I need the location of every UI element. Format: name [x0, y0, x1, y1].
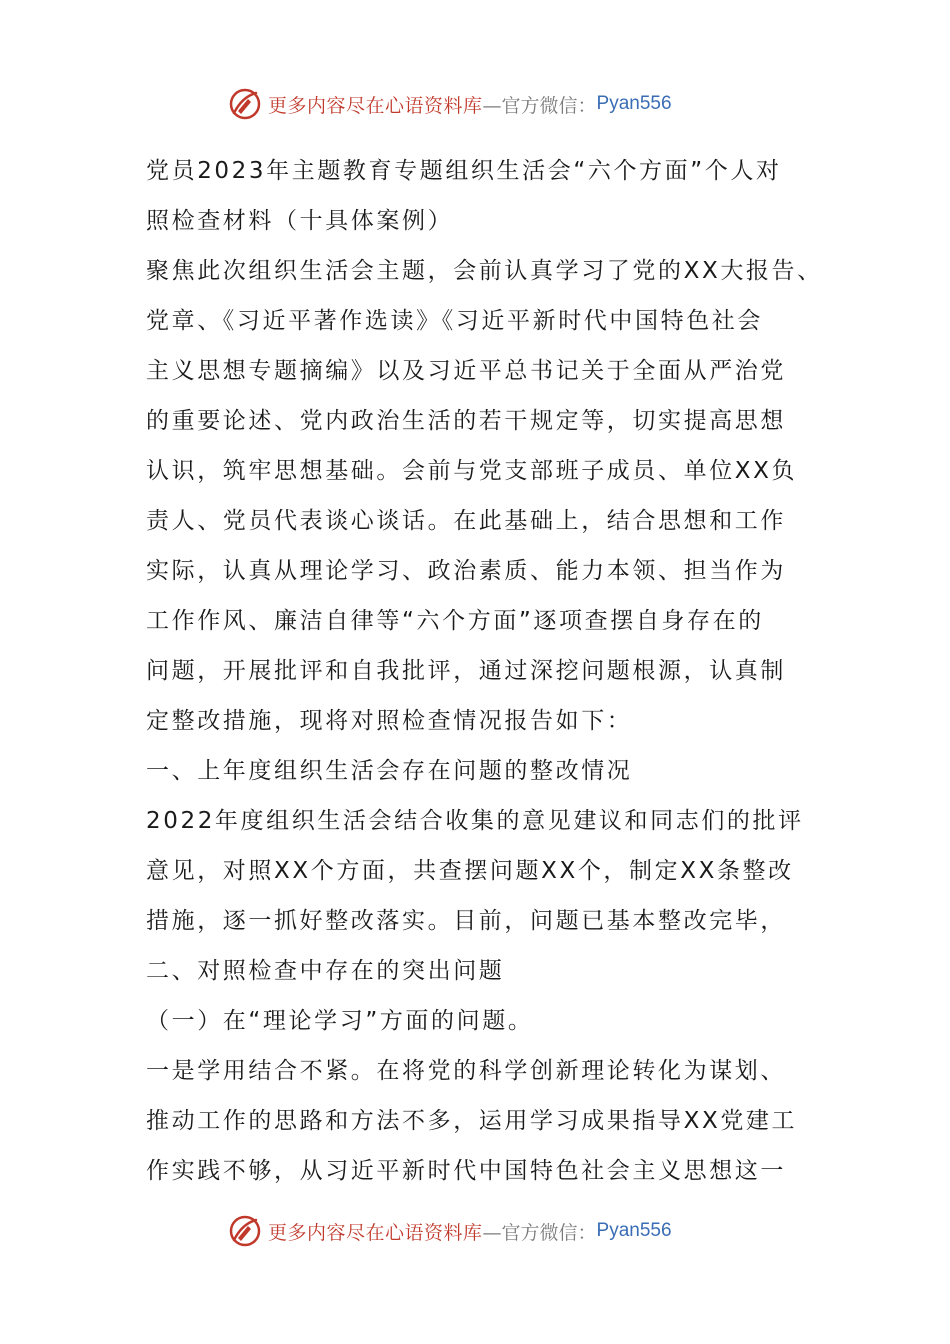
- pen-swirl-logo-icon: [228, 87, 262, 121]
- banner-text-main: 更多内容尽在心语资料库: [268, 94, 483, 117]
- pen-swirl-logo-icon: [228, 1214, 262, 1248]
- subsection-1-paragraph-line: 一是学用结合不紧。在将党的科学创新理论转化为谋划、: [146, 1058, 786, 1084]
- intro-paragraph-line: 实际，认真从理论学习、政治素质、能力本领、担当作为: [146, 558, 786, 584]
- section-1-paragraph-line: 措施，逐一抓好整改落实。目前，问题已基本整改完毕，: [146, 908, 786, 934]
- document-title-line-2: 照检查材料（十具体案例）: [146, 208, 454, 234]
- banner-text-wechat-id: Pyan556: [596, 93, 672, 114]
- intro-paragraph-line: 定整改措施，现将对照检查情况报告如下：: [146, 708, 633, 734]
- subsection-1-paragraph-line: 推动工作的思路和方法不多，运用学习成果指导XX党建工: [146, 1108, 798, 1134]
- intro-paragraph-line: 的重要论述、党内政治生活的若干规定等，切实提高思想: [146, 408, 786, 434]
- section-1-paragraph-line: 2022年度组织生活会结合收集的意见建议和同志们的批评: [146, 808, 804, 834]
- footer-watermark-banner: [228, 1211, 672, 1251]
- section-1-heading: 一、上年度组织生活会存在问题的整改情况: [146, 758, 633, 784]
- banner-text-main: 更多内容尽在心语资料库: [268, 1221, 483, 1244]
- subsection-1-paragraph-line: 作实践不够，从习近平新时代中国特色社会主义思想这一: [146, 1158, 786, 1184]
- document-body: [146, 146, 836, 1196]
- banner-text-wechat-id: Pyan556: [596, 1220, 672, 1241]
- banner-text-wechat-label: —官方微信：: [482, 1221, 597, 1244]
- intro-paragraph-line: 责人、党员代表谈心谈话。在此基础上，结合思想和工作: [146, 508, 786, 534]
- intro-paragraph-line: 聚焦此次组织生活会主题，会前认真学习了党的XX大报告、: [146, 258, 823, 284]
- banner-text-wechat-label: —官方微信：: [482, 94, 597, 117]
- document-title-line-1: 党员2023年主题教育专题组织生活会“六个方面”个人对: [146, 158, 782, 184]
- intro-paragraph-line: 认识，筑牢思想基础。会前与党支部班子成员、单位XX负: [146, 458, 798, 484]
- subsection-1-heading: （一）在“理论学习”方面的问题。: [146, 1008, 534, 1034]
- header-watermark-banner: [228, 84, 672, 124]
- intro-paragraph-line: 工作作风、廉洁自律等“六个方面”逐项查摆自身存在的: [146, 608, 764, 634]
- intro-paragraph-line: 党章、《习近平著作选读》《习近平新时代中国特色社会: [146, 308, 763, 334]
- intro-paragraph-line: 主义思想专题摘编》以及习近平总书记关于全面从严治党: [146, 358, 786, 384]
- intro-paragraph-line: 问题，开展批评和自我批评，通过深挖问题根源，认真制: [146, 658, 786, 684]
- section-1-paragraph-line: 意见，对照XX个方面，共查摆问题XX个，制定XX条整改: [146, 858, 794, 884]
- section-2-heading: 二、对照检查中存在的突出问题: [146, 958, 505, 984]
